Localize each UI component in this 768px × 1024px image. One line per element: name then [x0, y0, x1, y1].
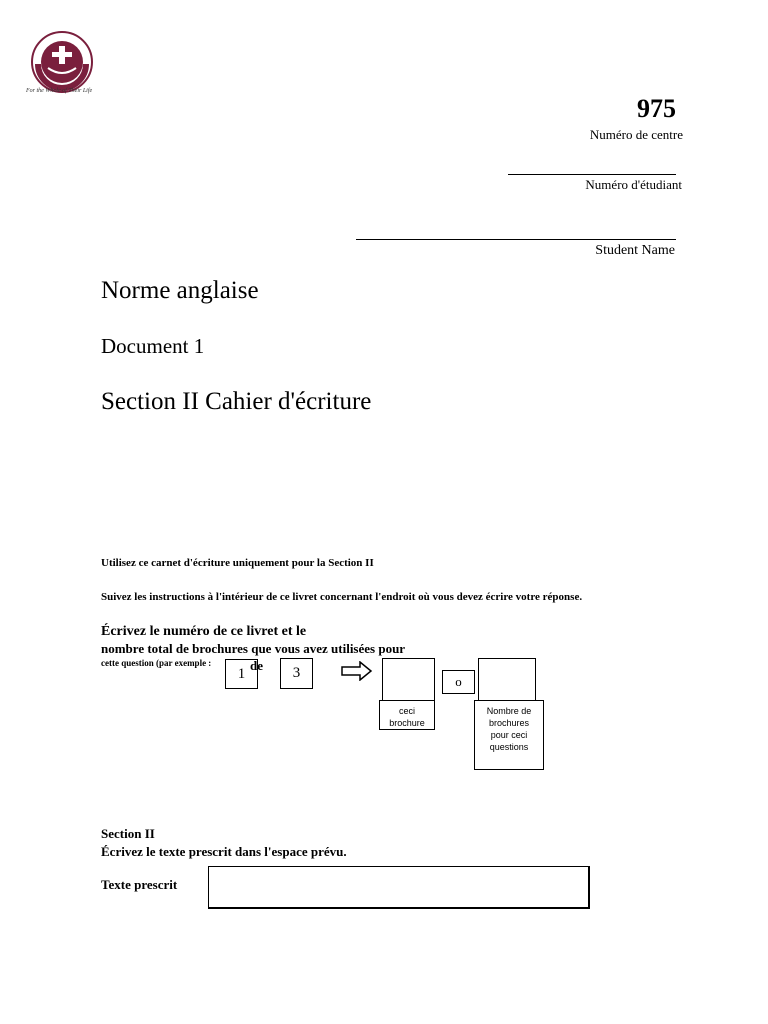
of-label: o — [455, 674, 462, 689]
instruction-line-2: Suivez les instructions à l'intérieur de ce livret concernant l'endroit où vous devez écrire votre réponse. — [101, 591, 583, 603]
prescribed-text-label: Texte prescrit — [101, 877, 178, 892]
total-booklets-label-box — [474, 700, 544, 770]
subject-title: Norme anglaise — [101, 277, 259, 304]
this-booklet-label: ceci brochure — [389, 706, 425, 728]
this-booklet-label-box — [379, 700, 435, 730]
student-number-label: Numéro d'étudiant — [585, 177, 682, 192]
example-of-label: de — [250, 658, 263, 673]
right-arrow-icon — [341, 661, 373, 686]
section-2-instruction: Écrivez le texte prescrit dans l'espace prévu. — [101, 844, 347, 859]
total-booklets-label: Nombre de brochures pour ceci questions — [486, 706, 532, 752]
example-total-box — [280, 658, 313, 689]
section-2-heading: Section II — [101, 826, 155, 841]
college-motto: For the Whole of Their Life — [26, 88, 93, 94]
instruction-line-1: Utilisez ce carnet d'écriture uniquement pour la Section II — [101, 557, 374, 569]
booklet-instruction-3: cette question (par exemple : — [101, 658, 212, 668]
example-this-value: 1 — [237, 665, 246, 682]
prescribed-text-input[interactable] — [208, 866, 590, 909]
centre-number-label: Numéro de centre — [589, 127, 683, 142]
centre-number: 975 — [637, 94, 676, 123]
example-total-value: 3 — [292, 665, 301, 681]
section-title: Section II Cahier d'écriture — [101, 388, 372, 415]
booklet-instruction-1: Écrivez le numéro de ce livret et le — [101, 624, 307, 639]
student-name-label: Student Name — [595, 243, 675, 258]
booklet-instruction-2: nombre total de brochures que vous avez utilisées pour — [101, 641, 406, 656]
this-booklet-number-input[interactable] — [382, 658, 435, 702]
student-number-field[interactable] — [508, 160, 676, 175]
student-name-field[interactable] — [356, 225, 676, 240]
paper-title: Document 1 — [101, 334, 205, 358]
total-booklets-input[interactable] — [478, 658, 536, 702]
of-box — [442, 670, 475, 694]
